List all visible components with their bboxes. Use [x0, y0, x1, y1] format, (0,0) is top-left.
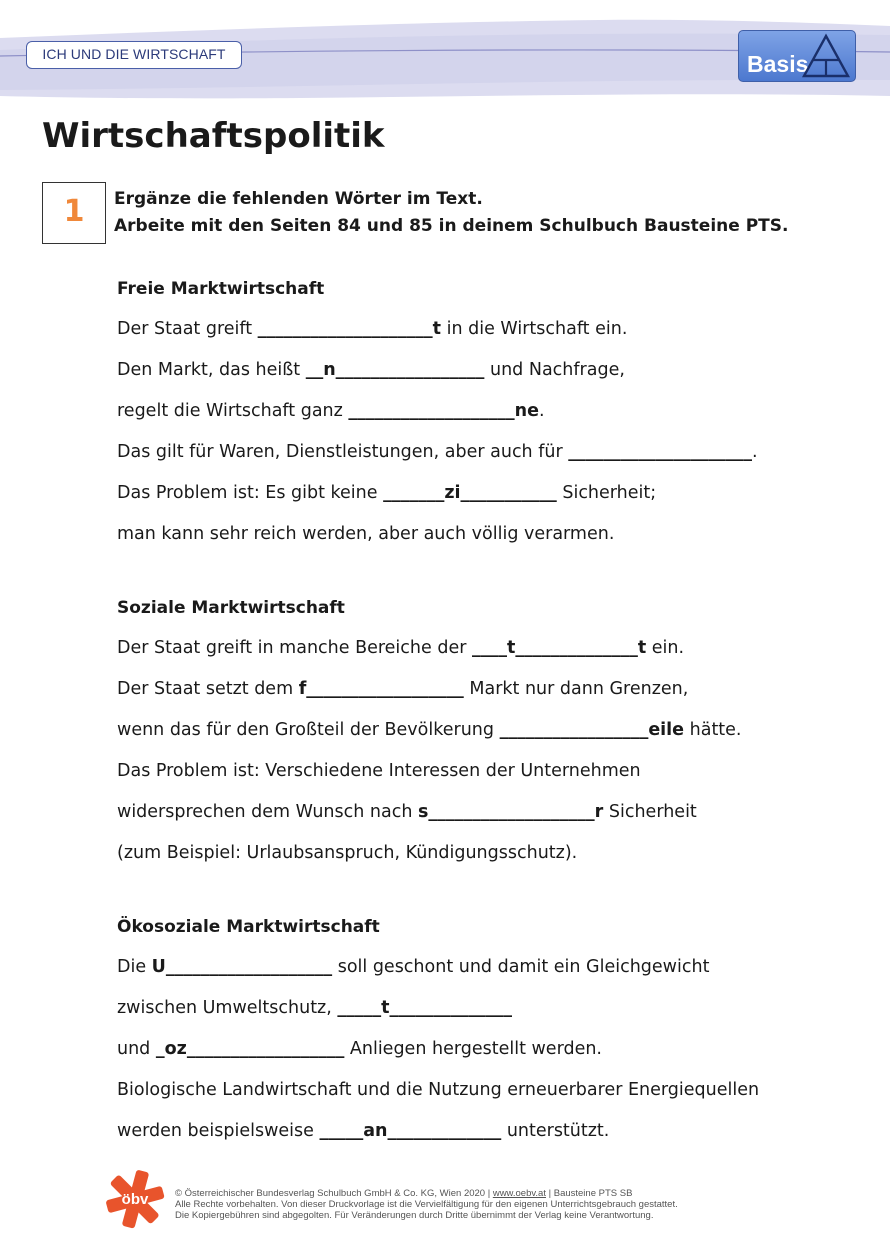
cloze-line: [117, 1121, 609, 1141]
line-text: ein.: [646, 638, 685, 658]
cloze-line: [117, 360, 625, 380]
cloze-line: [117, 638, 684, 658]
line-text: in die Wirtschaft ein.: [441, 319, 628, 339]
cloze-line: [117, 679, 688, 699]
line-text: Biologische Landwirtschaft und die Nutzung erneuerbarer Energiequellen: [117, 1080, 760, 1100]
chapter-tag: ICH UND DIE WIRTSCHAFT: [26, 41, 242, 69]
cloze-line: [117, 401, 545, 421]
footer-line2: Alle Rechte vorbehalten. Von dieser Druckvorlage ist die Vervielfältigung für den eigenen Unterrichtsgebrauch gestattet.: [175, 1199, 678, 1210]
footer-line1-prefix: © Österreichischer Bundesverlag Schulbuch GmbH & Co. KG, Wien 2020 |: [175, 1188, 493, 1199]
line-text: Der Staat greift in manche Bereiche der: [117, 638, 472, 658]
line-text: widersprechen dem Wunsch nach: [117, 802, 419, 822]
blank-field[interactable]: ne: [514, 401, 539, 421]
cloze-line: [117, 761, 641, 781]
footer-line3: Die Kopiergebühren sind abgegolten. Für Veränderungen durch Dritte übernimmt der Verlag keine Verantwortung.: [175, 1210, 654, 1221]
cloze-line: [117, 957, 709, 977]
basis-logo: [738, 30, 856, 82]
blank-field[interactable]: _____an_____________: [319, 1121, 502, 1141]
line-text: Den Markt, das heißt: [117, 360, 306, 380]
blank-field[interactable]: ____t______________t: [471, 638, 647, 658]
task-instruction-2: Arbeite mit den Seiten 84 und 85 in deinem Schulbuch Bausteine PTS.: [114, 216, 789, 236]
cloze-line: [117, 1039, 602, 1059]
line-text: Markt nur dann Grenzen,: [463, 679, 689, 699]
line-text: unterstützt.: [501, 1121, 610, 1141]
footer-line1-suffix: | Bausteine PTS SB: [545, 1188, 633, 1199]
blank-field[interactable]: _oz__________________: [155, 1039, 345, 1059]
line-text: (zum Beispiel: Urlaubsanspruch, Kündigungsschutz).: [117, 843, 578, 863]
line-text: Das Problem ist: Es gibt keine: [117, 483, 384, 503]
line-text: Sicherheit: [603, 802, 697, 822]
section-heading: Soziale Marktwirtschaft: [117, 598, 345, 618]
page-title: Wirtschaftspolitik: [42, 116, 385, 156]
oebv-logo: [104, 1168, 166, 1230]
line-text: Das Problem ist: Verschiedene Interessen der Unternehmen: [117, 761, 641, 781]
line-text: Anliegen hergestellt werden.: [344, 1039, 602, 1059]
footer-link[interactable]: www.oebv.at: [492, 1188, 546, 1199]
logo-text: Basis: [747, 51, 809, 77]
blank-field[interactable]: _______zi___________: [383, 483, 557, 503]
cloze-line: [117, 1080, 759, 1100]
blank-field[interactable]: U___________________: [151, 957, 333, 977]
blank-field[interactable]: ____________________: [257, 319, 433, 339]
line-text: Das gilt für Waren, Dienstleistungen, aber auch für: [117, 442, 569, 462]
footer-copyright: [175, 1188, 875, 1221]
line-text: werden beispielsweise: [117, 1121, 320, 1141]
cloze-line: [117, 720, 742, 740]
line-text: zwischen Umweltschutz,: [117, 998, 338, 1018]
line-text: Sicherheit;: [556, 483, 657, 503]
line-text: .: [751, 442, 758, 462]
line-text: Der Staat setzt dem: [117, 679, 299, 699]
blank-field[interactable]: __n_________________: [305, 360, 485, 380]
blank-field[interactable]: f__________________: [298, 679, 464, 699]
line-text: .: [538, 401, 545, 421]
line-text: Der Staat greift: [117, 319, 258, 339]
cloze-line: [117, 319, 627, 339]
line-text: soll geschont und damit ein Gleichgewicht: [332, 957, 710, 977]
oebv-logo-text: öbv: [121, 1191, 149, 1208]
section-heading: Ökosoziale Marktwirtschaft: [117, 917, 380, 937]
line-text: regelt die Wirtschaft ganz: [117, 401, 349, 421]
blank-field[interactable]: _____t______________: [337, 998, 512, 1018]
line-text: man kann sehr reich werden, aber auch völlig verarmen.: [117, 524, 615, 544]
cloze-line: [117, 998, 512, 1018]
line-text: und Nachfrage,: [484, 360, 625, 380]
line-text: hätte.: [684, 720, 742, 740]
cloze-line: [117, 442, 758, 462]
cloze-line: [117, 483, 656, 503]
blank-field[interactable]: _____________________: [568, 442, 752, 462]
line-text: wenn das für den Großteil der Bevölkerung: [117, 720, 500, 740]
cloze-line: [117, 524, 614, 544]
line-text: und: [117, 1039, 156, 1059]
blank-field[interactable]: _________________eile: [499, 720, 685, 740]
section-heading: Freie Marktwirtschaft: [117, 279, 325, 299]
blank-field[interactable]: t: [432, 319, 442, 339]
pyramid-icon: [801, 33, 851, 79]
task-number: 1: [42, 182, 106, 244]
task-instruction-1: Ergänze die fehlenden Wörter im Text.: [114, 189, 483, 209]
blank-field[interactable]: ___________________: [348, 401, 515, 421]
line-text: Die: [117, 957, 152, 977]
blank-field[interactable]: s___________________r: [418, 802, 604, 822]
cloze-line: [117, 843, 577, 863]
cloze-line: [117, 802, 697, 822]
